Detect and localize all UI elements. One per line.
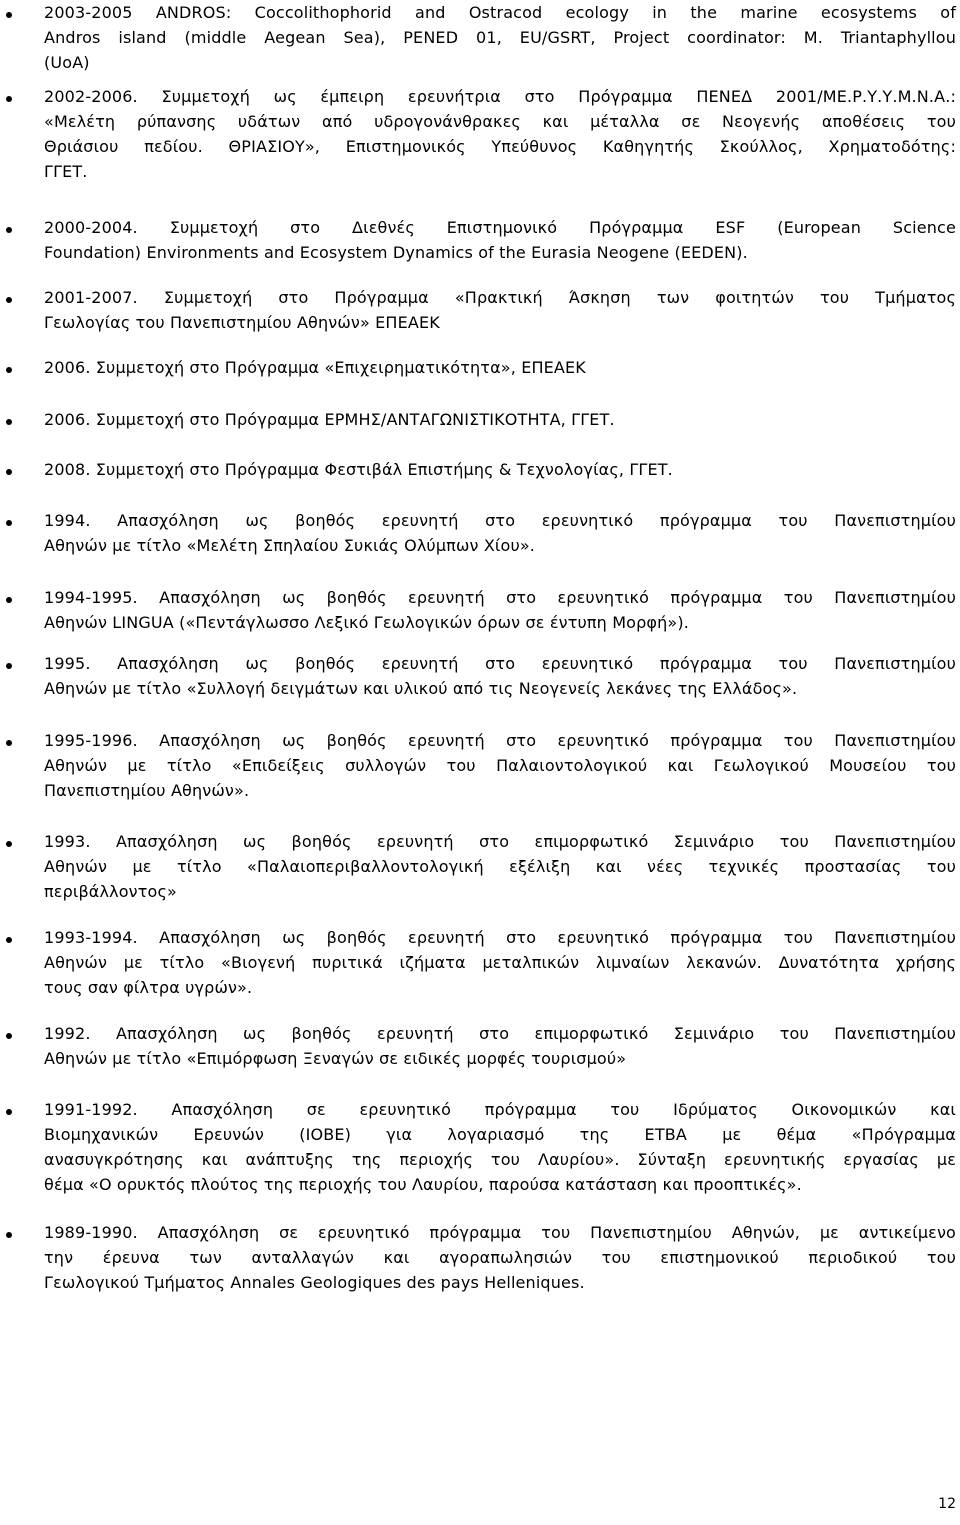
list-item-line: 1995-1996. Απασχόληση ως βοηθός ερευνητή στο ερευνητικό πρόγραμμα του Πανεπιστημίου bbox=[44, 731, 956, 750]
bullet-icon bbox=[6, 740, 12, 746]
list-item-line: Αθηνών με τίτλο «Μελέτη Σπηλαίου Συκιάς Ολύμπων Χίου». bbox=[44, 536, 536, 555]
list-item-line: 1989-1990. Απασχόληση σε ερευνητικό πρόγραμμα του Πανεπιστημίου Αθηνών, με αντικείμενο bbox=[44, 1223, 956, 1242]
list-item-line: 1993-1994. Απασχόληση ως βοηθός ερευνητή στο ερευνητικό πρόγραμμα του Πανεπιστημίου bbox=[44, 928, 956, 947]
list-item-line: 2001-2007. Συμμετοχή στο Πρόγραμμα «Πρακτική Άσκηση των φοιτητών του Τμήματος bbox=[44, 288, 956, 307]
list-item-line: Αθηνών με τίτλο «Συλλογή δειγμάτων και υλικού από τις Νεογενείς λεκάνες της Ελλάδος». bbox=[44, 679, 798, 698]
list-item-line: 1991-1992. Απασχόληση σε ερευνητικό πρόγραμμα του Ιδρύματος Οικονομικών και bbox=[44, 1100, 956, 1119]
list-item-line: 2008. Συμμετοχή στο Πρόγραμμα Φεστιβάλ Επιστήμης & Τεχνολογίας, ΓΓΕΤ. bbox=[44, 460, 673, 479]
list-item-line: Αθηνών με τίτλο «Επιδείξεις συλλογών του Παλαιοντολογικού και Γεωλογικού Μουσείου του bbox=[44, 756, 956, 775]
list-item-line: (UoA) bbox=[44, 53, 90, 72]
list-item-line: Foundation) Environments and Ecosystem Dynamics of the Eurasia Neogene (EEDEN). bbox=[44, 243, 748, 262]
list-item-line: ΓΓΕΤ. bbox=[44, 162, 88, 181]
list-item-line: θέμα «Ο ορυκτός πλούτος της περιοχής του Λαυρίου, παρούσα κατάσταση και προοπτικές». bbox=[44, 1175, 802, 1194]
list-item-line: 1994-1995. Απασχόληση ως βοηθός ερευνητή στο ερευνητικό πρόγραμμα του Πανεπιστημίου bbox=[44, 588, 956, 607]
list-item-line: 2000-2004. Συμμετοχή στο Διεθνές Επιστημονικό Πρόγραμμα ESF (European Science bbox=[44, 218, 956, 237]
bullet-icon bbox=[6, 937, 12, 943]
list-item-line: 1995. Απασχόληση ως βοηθός ερευνητή στο ερευνητικό πρόγραμμα του Πανεπιστημίου bbox=[44, 654, 956, 673]
bullet-icon bbox=[6, 12, 12, 18]
list-item-line: τους σαν φίλτρα υγρών». bbox=[44, 978, 253, 997]
bullet-icon bbox=[6, 841, 12, 847]
list-item-line: Βιομηχανικών Ερευνών (ΙΟΒΕ) για λογαριασμό της ΕΤΒΑ με θέμα «Πρόγραμμα bbox=[44, 1125, 956, 1144]
list-item-line: Αθηνών με τίτλο «Επιμόρφωση Ξεναγών σε ειδικές μορφές τουρισμού» bbox=[44, 1049, 627, 1068]
bullet-icon bbox=[6, 597, 12, 603]
list-item-line: 1993. Απασχόληση ως βοηθός ερευνητή στο επιμορφωτικό Σεμινάριο του Πανεπιστημίου bbox=[44, 832, 956, 851]
list-item-line: 1994. Απασχόληση ως βοηθός ερευνητή στο ερευνητικό πρόγραμμα του Πανεπιστημίου bbox=[44, 511, 956, 530]
list-item-line: 2006. Συμμετοχή στο Πρόγραμμα «Επιχειρηματικότητα», ΕΠΕΑΕΚ bbox=[44, 358, 586, 377]
list-item-line: Αθηνών με τίτλο «Παλαιοπεριβαλλοντολογική εξέλιξη και νέες τεχνικές προστασίας του bbox=[44, 857, 956, 876]
list-item-line: Γεωλογίας του Πανεπιστημίου Αθηνών» ΕΠΕΑΕΚ bbox=[44, 313, 440, 332]
list-item-line: Γεωλογικού Τμήματος Annales Geologiques des pays Helleniques. bbox=[44, 1273, 585, 1292]
list-item-line: περιβάλλοντος» bbox=[44, 882, 177, 901]
list-item-line: 1992. Απασχόληση ως βοηθός ερευνητή στο επιμορφωτικό Σεμινάριο του Πανεπιστημίου bbox=[44, 1024, 956, 1043]
bullet-icon bbox=[6, 469, 12, 475]
list-item-line: Θριάσιου πεδίου. ΘΡΙΑΣΙΟΥ», Επιστημονικός Υπεύθυνος Καθηγητής Σκούλλος, Χρηματοδότης: bbox=[44, 137, 956, 156]
bullet-icon bbox=[6, 663, 12, 669]
list-item-line: 2002-2006. Συμμετοχή ως έμπειρη ερευνήτρια στο Πρόγραμμα ΠΕΝΕΔ 2001/ΜΕ.Ρ.Υ.Υ.Μ.Ν.Α.: bbox=[44, 87, 956, 106]
bullet-icon bbox=[6, 297, 12, 303]
list-item-line: Αθηνών με τίτλο «Βιογενή πυριτικά ιζήματα μεταλπικών λιμναίων λεκανών. Δυνατότητα χρήσης bbox=[44, 953, 956, 972]
list-item-line: ανασυγκρότησης και ανάπτυξης της περιοχής του Λαυρίου». Σύνταξη ερευνητικής εργασίας με bbox=[44, 1150, 956, 1169]
bullet-icon bbox=[6, 520, 12, 526]
page-number: 12 bbox=[938, 1496, 956, 1512]
list-item-line: 2006. Συμμετοχή στο Πρόγραμμα ΕΡΜΗΣ/ΑΝΤΑΓΩΝΙΣΤΙΚΟΤΗΤΑ, ΓΓΕΤ. bbox=[44, 410, 615, 429]
list-item-line: «Μελέτη ρύπανσης υδάτων από υδρογονάνθρακες και μέταλλα σε Νεογενής αποθέσεις του bbox=[44, 112, 956, 131]
list-item-line: Πανεπιστημίου Αθηνών». bbox=[44, 781, 250, 800]
bullet-icon bbox=[6, 96, 12, 102]
bullet-icon bbox=[6, 1033, 12, 1039]
list-item-line: Andros island (middle Aegean Sea), PENED 01, EU/GSRT, Project coordinator: M. Triantaphyllou bbox=[44, 28, 956, 47]
bullet-icon bbox=[6, 227, 12, 233]
list-item-line: 2003-2005 ANDROS: Coccolithophorid and Ostracod ecology in the marine ecosystems of bbox=[44, 3, 956, 22]
list-item-line: Αθηνών LINGUA («Πεντάγλωσσο Λεξικό Γεωλογικών όρων σε έντυπη Μορφή»). bbox=[44, 613, 689, 632]
bullet-icon bbox=[6, 1109, 12, 1115]
list-item-line: την έρευνα των ανταλλαγών και αγοραπωλησιών του επιστημονικού περιοδικού του bbox=[44, 1248, 956, 1267]
bullet-icon bbox=[6, 419, 12, 425]
bullet-icon bbox=[6, 367, 12, 373]
bullet-icon bbox=[6, 1232, 12, 1238]
